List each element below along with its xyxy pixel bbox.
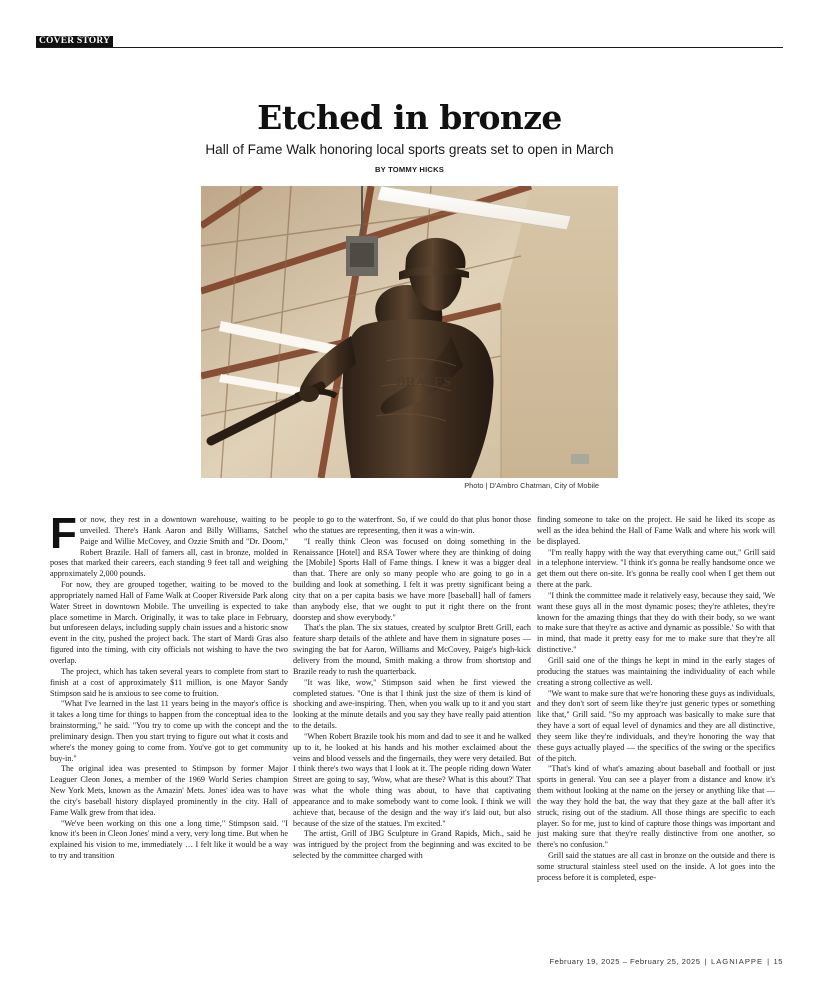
footer-separator: |	[704, 957, 707, 966]
page-footer	[549, 957, 783, 967]
article-subhead: Hall of Fame Walk honoring local sports greats set to open in March	[205, 142, 614, 157]
body-paragraph: "When Robert Brazile took his mom and dad to see it and he walked up to it, he looked at his hands and his mother exclaimed about the veins and blood vessels and the fingernails, they were very detailed. But I think there's two ways that I look at it. The people riding down Water Street are going to say, 'Wow, what are these? What is this about?' That was what the whole thing was about, to have that captivating appearance and to make somebody want to come look. I think we will achieve that, because of the design and the way it's laid out, but also because of the size of the statues. I'm excited."	[293, 731, 531, 828]
publication-name: LAGNIAPPE	[711, 957, 764, 966]
body-column-3	[537, 515, 775, 884]
section-label: COVER STORY	[36, 36, 113, 47]
body-paragraph: "I really think Cleon was focused on doing something in the Renaissance [Hotel] and RSA Tower where they are thinking of doing the [Mobile] Sports Hall of Fame things. I knew it was a bigger deal than that. There are only so many people who are going to go in a building and look at something. I felt it was pretty significant being a city that on a per capita basis we have more [baseball] hall of famers than anybody else, that we ought to put it right there on the front doorstep and show everybody."	[293, 536, 531, 622]
body-paragraph: finding someone to take on the project. He said he liked its scope as well as the idea behind the Hall of Fame Walk and where his work will be displayed.	[537, 515, 775, 546]
body-paragraph: The project, which has taken several years to complete from start to finish at a cost of approximately $11 million, is one Mayor Sandy Stimpson said he is anxious to see come to fruition.	[50, 666, 288, 698]
body-paragraph: "It was like, wow," Stimpson said when he first viewed the completed statues. "One is that I think just the size of them is kind of shocking and awe-inspiring. Then, when you walk up to it and you start looking at the minute details and you say they have really paid attention to the details.	[293, 677, 531, 731]
body-paragraph: For now, they are grouped together, waiting to be moved to the appropriately named Hall of Fame Walk at Cooper Riverside Park along Water Street in downtown Mobile. The unveiling is expected to take place sometime in March. Originally, it was to take place in February, but unforeseen delays, including supply chain issues and a historic snow event in the city, pushed the project back. The start of Mardi Gras also figured into the timing, with city officials not wishing to have the two overlap.	[50, 580, 288, 665]
body-paragraph: "We've been working on this one a long time," Stimpson said. "I know it's been in Cleon Jones' mind a very, very long time. But when he explained his vision to me, immediately … I felt like it would be a way to try and transition	[50, 818, 288, 861]
body-column-2	[293, 515, 531, 862]
section-header	[36, 36, 783, 48]
article-headline: Etched in bronze	[257, 98, 562, 137]
body-paragraph: "We want to make sure that we're honoring these guys as individuals, and they don't sort of seem like they're just generic types or something like that," Grill said. "So my approach was basically to make sure that they have a sort of equal level of dynamics and they are all distinctive, they seem like they're individuals, and they're honoring the way that these guys actually played — the specifics of the swing or the specifics of the pitch.	[537, 688, 775, 763]
body-paragraph: The artist, Grill of JBG Sculpture in Grand Rapids, Mich., said he was intrigued by the project from the beginning and was excited to be selected by the committee charged with	[293, 829, 531, 861]
issue-date: February 19, 2025 – February 25, 2025	[549, 957, 701, 966]
body-paragraph: people to go to the waterfront. So, if we could do that plus honor those who the statues are representing, then it was a win-win.	[293, 515, 531, 535]
body-paragraph: "That's kind of what's amazing about baseball and football or just sports in general. You can see a player from a distance and know it's them without looking at the name on the jersey or anything like that — the way they hold the bat, the way that they gaze at the ball after it's struck, rising out of the stadium. All those things are specific to each player. So for me, just to kind of capture those things was important and just making sure that they're really distinctive from one another, so there's no confusion."	[537, 764, 775, 850]
body-paragraph: Grill said the statues are all cast in bronze on the outside and there is some structural stainless steel used on the inside. A lot goes into the process before it is completed, espe-	[537, 851, 775, 882]
body-paragraph: or now, they rest in a downtown warehouse, waiting to be unveiled. There's Hank Aaron and Billy Williams, Satchel Paige and Willie McCovey, and Ozzie Smith and "Dr. Doom," Robert Brazile. Hall of famers all, cast in bronze, molded in poses that marked their careers, each standing 9 feet tall and weighing approximately 2,000 pounds.	[50, 515, 288, 579]
page-number: 15	[773, 957, 783, 966]
article-byline: BY TOMMY HICKS	[374, 165, 445, 174]
photo-credit: Photo | D'Ambro Chatman, City of Mobile	[464, 481, 599, 490]
body-paragraph: That's the plan. The six statues, created by sculptor Brett Grill, each feature sharp details of the athlete and have them in signature poses — swinging the bat for Aaron, Williams and McCovey, Paige's high-kick delivery from the mound, Smith making a throw from shortstop and Brazile ready to rush the quarterback.	[293, 623, 531, 676]
body-column-1	[50, 509, 288, 862]
drop-cap: F	[50, 509, 77, 558]
svg-text:BRAVES: BRAVES	[396, 375, 451, 390]
body-paragraph: Grill said one of the things he kept in mind in the early stages of producing the statues was maintaining the individuality of each while creating a strong collective as well.	[537, 655, 775, 687]
body-paragraph: "I think the committee made it relatively easy, because they said, 'We want these guys all in the most dynamic poses; they're athletes, they're known for the amazing things that they do with their body, so we want to make sure that they're as active and dynamic as possible.' So with that in mind, that made it pretty easy for me to make sure that they're all distinctive."	[537, 590, 775, 655]
statue-photo	[201, 186, 618, 478]
body-paragraph: The original idea was presented to Stimpson by former Major Leaguer Cleon Jones, a member of the 1969 World Series champion New York Mets, known as the Amazin' Mets. Jones' idea was to have the city's baseball history displayed prominently in the city. Hall of Fame Walk grew from that idea.	[50, 764, 288, 817]
body-paragraph: "What I've learned in the last 11 years being in the mayor's office is it takes a long time for things to happen from the conceptual idea to the brainstorming," he said. "You try to come up with the concept and the preliminary design. Then you start trying to figure out what it costs and where's the money going to come from. You've got to get community buy-in."	[50, 699, 288, 763]
footer-separator: |	[767, 957, 770, 966]
body-paragraph: "I'm really happy with the way that everything came out," Grill said in a telephone interview. "I think it's gonna be really handsome once we get them out there on-site. It's gonna be really cool when I get them out there at the park.	[537, 547, 775, 590]
